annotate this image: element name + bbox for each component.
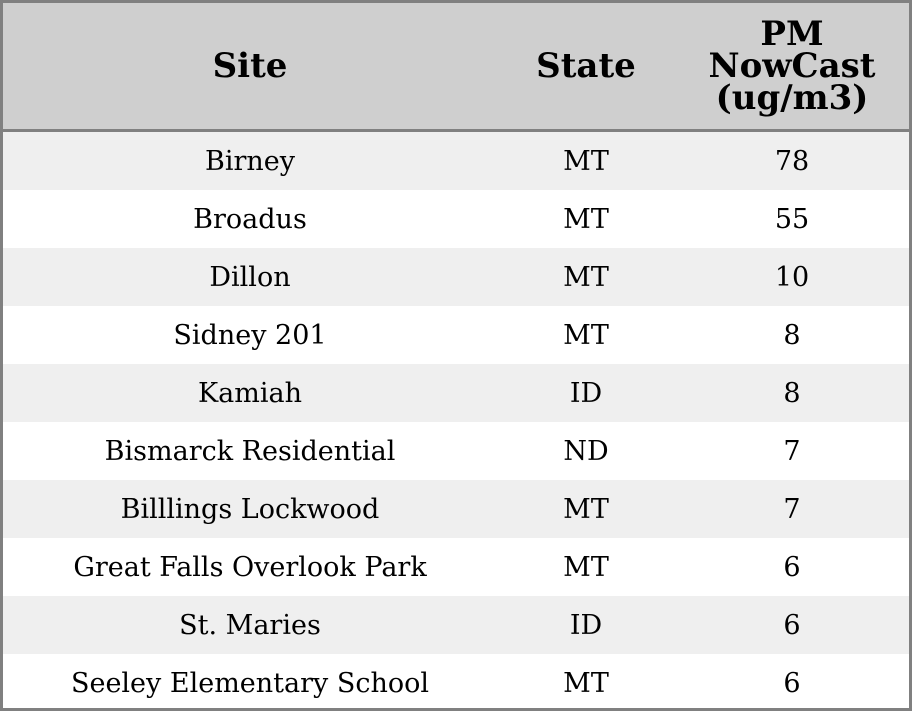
cell-pm-nowcast: 8 xyxy=(783,319,801,351)
cell-site: Kamiah xyxy=(198,377,302,409)
table-row xyxy=(3,364,909,422)
column-header-pm-nowcast: PM NowCast (ug/m3) xyxy=(708,14,876,118)
table-header xyxy=(3,3,909,132)
cell-site: Billlings Lockwood xyxy=(120,493,380,525)
cell-state: MT xyxy=(563,145,609,177)
cell-state: MT xyxy=(563,203,609,235)
cell-site: Great Falls Overlook Park xyxy=(73,551,427,583)
table-row xyxy=(3,654,909,711)
table-row xyxy=(3,248,909,306)
cell-site: Sidney 201 xyxy=(173,319,327,351)
cell-state: ND xyxy=(563,435,609,467)
table-row xyxy=(3,132,909,190)
cell-state: ID xyxy=(569,377,603,409)
table-row xyxy=(3,596,909,654)
column-header-site: Site xyxy=(212,46,288,86)
table-row xyxy=(3,480,909,538)
cell-state: MT xyxy=(563,319,609,351)
cell-pm-nowcast: 6 xyxy=(783,551,801,583)
table-row xyxy=(3,538,909,596)
cell-site: Broadus xyxy=(193,203,307,235)
cell-state: ID xyxy=(569,609,603,641)
cell-pm-nowcast: 6 xyxy=(783,667,801,699)
cell-site: Birney xyxy=(204,145,295,177)
column-header-state: State xyxy=(536,46,636,86)
cell-site: St. Maries xyxy=(179,609,321,641)
cell-pm-nowcast: 8 xyxy=(783,377,801,409)
cell-pm-nowcast: 78 xyxy=(774,145,810,177)
table-row xyxy=(3,306,909,364)
cell-site: Seeley Elementary School xyxy=(70,667,430,699)
cell-state: MT xyxy=(563,551,609,583)
table-body xyxy=(3,132,909,711)
cell-site: Dillon xyxy=(209,261,291,293)
cell-pm-nowcast: 55 xyxy=(774,203,810,235)
cell-pm-nowcast: 7 xyxy=(783,493,801,525)
table-row xyxy=(3,190,909,248)
cell-state: MT xyxy=(563,493,609,525)
cell-site: Bismarck Residential xyxy=(104,435,396,467)
cell-pm-nowcast: 6 xyxy=(783,609,801,641)
cell-state: MT xyxy=(563,261,609,293)
table-row xyxy=(3,422,909,480)
cell-pm-nowcast: 7 xyxy=(783,435,801,467)
cell-state: MT xyxy=(563,667,609,699)
cell-pm-nowcast: 10 xyxy=(774,261,810,293)
